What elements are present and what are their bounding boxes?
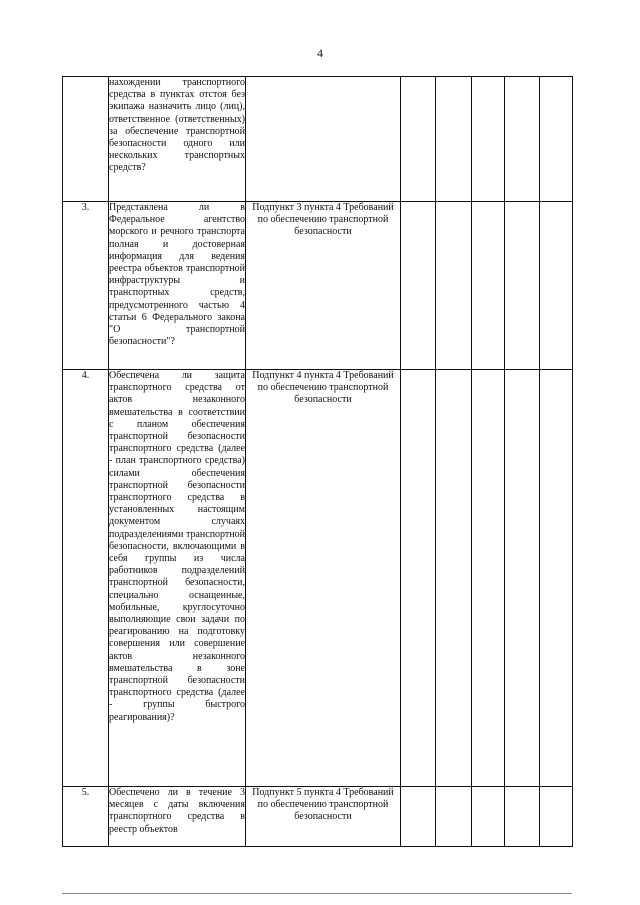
page-number: 4	[317, 46, 323, 60]
answer-cell	[505, 202, 540, 370]
requirement-reference: Подпункт 5 пункта 4 Требований по обеспечению транспортной безопасности	[246, 787, 401, 847]
requirement-reference	[246, 77, 401, 202]
answer-cell	[436, 370, 472, 787]
row-number: 3.	[63, 202, 109, 370]
question-text: Обеспечено ли в течение 3 месяцев с даты включения транспортного средства в реестр объектов	[109, 787, 246, 847]
answer-cell	[401, 202, 436, 370]
answer-cell	[436, 787, 472, 847]
table-row	[63, 202, 573, 370]
answer-cell	[401, 370, 436, 787]
checklist-table	[62, 76, 573, 847]
answer-cell	[505, 77, 540, 202]
row-number	[63, 77, 109, 202]
table-row	[63, 787, 573, 847]
answer-cell	[540, 77, 573, 202]
requirement-reference: Подпункт 4 пункта 4 Требований по обеспечению транспортной безопасности	[246, 370, 401, 787]
page-bottom-rule	[62, 893, 572, 894]
question-text: Представлена ли в Федеральное агентство морского и речного транспорта полная и достоверная информация для ведения реестра объектов транспортной инфраструктуры и транспортных средств, предусмотренного частью 4 статьи 6 Федерального закона "О транспортной безопасности"?	[109, 202, 246, 370]
table-row	[63, 77, 573, 202]
row-number: 5.	[63, 787, 109, 847]
answer-cell	[472, 77, 505, 202]
answer-cell	[401, 787, 436, 847]
answer-cell	[472, 787, 505, 847]
table-row	[63, 370, 573, 787]
answer-cell	[472, 370, 505, 787]
answer-cell	[436, 202, 472, 370]
answer-cell	[540, 202, 573, 370]
question-text: Обеспечена ли защита транспортного средства от актов незаконного вмешательства в соответствии с планом обеспечения транспортной безопасности транспортного средства (далее - план транспортного средства) силами обеспечения транспортной безопасности транспортного средства в установленных настоящим документом случаях подразделениями транспортной безопасности, включающими в себя группы из числа работников подразделений транспортной безопасности, специально оснащенные, мобильные, круглосуточно выполняющие свои задачи по реагированию на подготовку совершения или совершение актов незаконного вмешательства в зоне транспортной безопасности транспортного средства (далее - группы быстрого реагирования)?	[109, 370, 246, 787]
answer-cell	[505, 787, 540, 847]
row-number: 4.	[63, 370, 109, 787]
answer-cell	[540, 370, 573, 787]
answer-cell	[401, 77, 436, 202]
requirement-reference: Подпункт 3 пункта 4 Требований по обеспечению транспортной безопасности	[246, 202, 401, 370]
answer-cell	[472, 202, 505, 370]
question-text: нахождении транспортного средства в пунктах отстоя без экипажа назначить лицо (лиц), ответственное (ответственных) за обеспечение транспортной безопасности одного или нескольких транспортных средств?	[109, 77, 246, 202]
answer-cell	[505, 370, 540, 787]
answer-cell	[540, 787, 573, 847]
answer-cell	[436, 77, 472, 202]
